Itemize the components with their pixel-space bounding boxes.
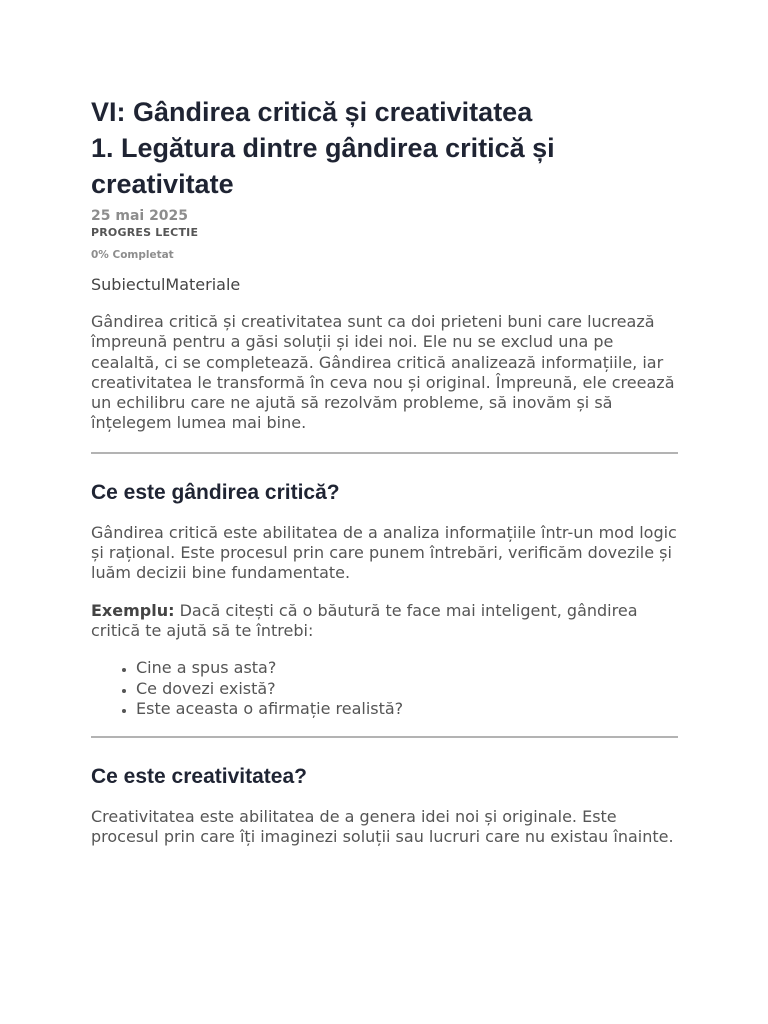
question-list — [91, 658, 678, 720]
list-item: • Este aceasta o afirmație realistă? — [136, 699, 678, 720]
section-heading-creativity: Ce este creativitatea? — [91, 764, 307, 788]
progress-label: PROGRES LECTIE — [91, 226, 199, 239]
lesson-tabs — [91, 275, 678, 295]
page-title — [91, 94, 678, 202]
progress-status: 0% Completat — [91, 249, 174, 261]
example-label: Exemplu: — [91, 600, 175, 620]
example-text: Dacă citești că o băutură te face mai inteligent, gândirea critică te ajută să te întrebi: — [91, 600, 638, 640]
section-divider — [91, 452, 678, 454]
list-item: • Cine a spus asta? — [136, 658, 678, 679]
title-line-1: VI: Gândirea critică și creativitatea — [91, 97, 533, 127]
example-paragraph — [91, 601, 678, 642]
section-divider — [91, 736, 678, 738]
intro-paragraph: Gândirea critică și creativitatea sunt ca doi prieteni buni care lucrează împreună pentru a găsi soluții și idei noi. Ele nu se exclud una pe cealaltă, ci se completează. Gândirea critică analizează informațiile, iar creativitatea le transformă în ceva nou și original. Împreună, ele creează un echilibru care ne ajută să rezolvăm probleme, să inovăm și să înțelegem lumea mai bine. — [91, 312, 675, 433]
list-item: • Ce dovezi există? — [136, 679, 678, 700]
critical-thinking-paragraph: Gândirea critică este abilitatea de a analiza informațiile într-un mod logic și rațional. Este procesul prin care punem întrebări, verificăm dovezile și luăm decizii bine fundamentate. — [91, 522, 677, 583]
tab-materiale[interactable]: Materiale — [165, 275, 241, 294]
creativity-paragraph: Creativitatea este abilitatea de a genera idei noi și originale. Este procesul prin care îți imaginezi soluții sau lucruri care nu existau înainte. — [91, 806, 674, 847]
section-heading-critical-thinking: Ce este gândirea critică? — [91, 480, 340, 504]
title-line-2: 1. Legătura dintre gândirea critică și creativitate — [91, 133, 555, 199]
lesson-date: 25 mai 2025 — [91, 208, 189, 224]
tab-subiectul[interactable]: Subiectul — [91, 275, 166, 294]
